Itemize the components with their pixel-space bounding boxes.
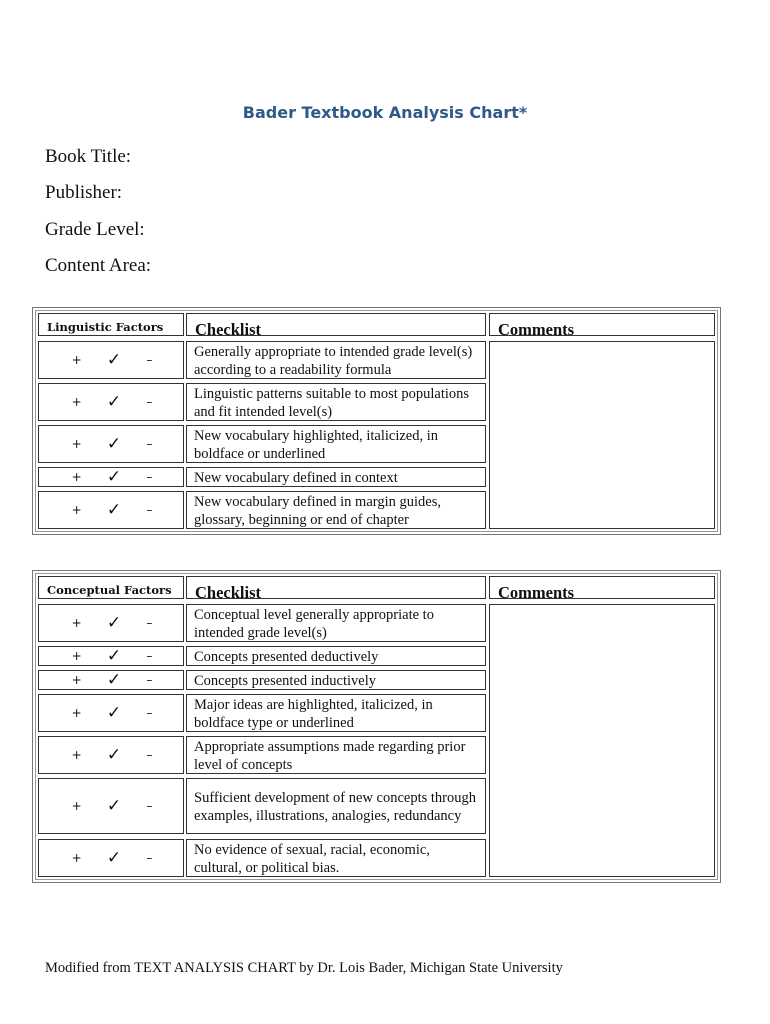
rating-cell [38, 467, 184, 487]
minus-option[interactable]: – [146, 470, 153, 484]
minus-option[interactable]: – [146, 503, 153, 517]
checklist-item: New vocabulary highlighted, italicized, in boldface or underlined [186, 425, 486, 463]
minus-option[interactable]: – [146, 748, 153, 762]
plus-option[interactable]: + [71, 353, 82, 367]
checklist-item: Conceptual level generally appropriate to intended grade level(s) [186, 604, 486, 642]
plus-option[interactable]: + [71, 503, 82, 517]
minus-option[interactable]: – [146, 673, 153, 687]
check-option[interactable]: ✓ [106, 745, 122, 765]
conceptual-factors-table [32, 570, 721, 883]
check-option[interactable]: ✓ [106, 613, 122, 633]
rating-cell [38, 491, 184, 529]
footer-credit: Modified from TEXT ANALYSIS CHART by Dr. Lois Bader, Michigan State University [45, 960, 563, 976]
rating-cell [38, 341, 184, 379]
check-option[interactable]: ✓ [106, 392, 122, 412]
plus-option[interactable]: + [71, 799, 82, 813]
plus-option[interactable]: + [71, 706, 82, 720]
checklist-item: New vocabulary defined in margin guides, glossary, beginning or end of chapter [186, 491, 486, 529]
minus-option[interactable]: – [146, 649, 153, 663]
checklist-item: Linguistic patterns suitable to most populations and fit intended level(s) [186, 383, 486, 421]
rating-cell [38, 839, 184, 877]
plus-option[interactable]: + [71, 395, 82, 409]
rating-cell [38, 670, 184, 690]
linguistic-factors-table [32, 307, 721, 535]
linguistic-comments-heading: Comments [489, 313, 715, 336]
checklist-item: New vocabulary defined in context [186, 467, 486, 487]
linguistic-comments-box[interactable] [489, 341, 715, 529]
rating-cell [38, 604, 184, 642]
checklist-item: Concepts presented inductively [186, 670, 486, 690]
minus-option[interactable]: – [146, 437, 153, 451]
linguistic-factors-heading: Linguistic Factors [38, 313, 184, 336]
plus-option[interactable]: + [71, 673, 82, 687]
check-option[interactable]: ✓ [106, 500, 122, 520]
publisher-label: Publisher: [45, 182, 123, 203]
minus-option[interactable]: – [146, 799, 153, 813]
plus-option[interactable]: + [71, 851, 82, 865]
checklist-item: No evidence of sexual, racial, economic, cultural, or political bias. [186, 839, 486, 877]
check-option[interactable]: ✓ [106, 703, 122, 723]
plus-option[interactable]: + [71, 437, 82, 451]
plus-option[interactable]: + [71, 616, 82, 630]
content-area-label: Content Area: [45, 255, 152, 276]
minus-option[interactable]: – [146, 616, 153, 630]
plus-option[interactable]: + [71, 470, 82, 484]
rating-cell [38, 778, 184, 834]
check-option[interactable]: ✓ [106, 646, 122, 666]
page-title: Bader Textbook Analysis Chart* [242, 103, 528, 122]
rating-cell [38, 694, 184, 732]
checklist-item: Major ideas are highlighted, italicized, in boldface type or underlined [186, 694, 486, 732]
conceptual-factors-heading: Conceptual Factors [38, 576, 184, 599]
conceptual-comments-heading: Comments [489, 576, 715, 599]
plus-option[interactable]: + [71, 748, 82, 762]
minus-option[interactable]: – [146, 706, 153, 720]
rating-cell [38, 383, 184, 421]
rating-cell [38, 736, 184, 774]
check-option[interactable]: ✓ [106, 670, 122, 690]
check-option[interactable]: ✓ [106, 467, 122, 487]
minus-option[interactable]: – [146, 851, 153, 865]
check-option[interactable]: ✓ [106, 848, 122, 868]
checklist-item: Generally appropriate to intended grade level(s) according to a readability formula [186, 341, 486, 379]
rating-cell [38, 425, 184, 463]
plus-option[interactable]: + [71, 649, 82, 663]
linguistic-checklist-heading: Checklist [186, 313, 486, 336]
checklist-item: Concepts presented deductively [186, 646, 486, 666]
minus-option[interactable]: – [146, 395, 153, 409]
minus-option[interactable]: – [146, 353, 153, 367]
check-option[interactable]: ✓ [106, 434, 122, 454]
checklist-item: Sufficient development of new concepts through examples, illustrations, analogies, redundancy [186, 778, 486, 834]
rating-cell [38, 646, 184, 666]
book-title-label: Book Title: [45, 146, 132, 167]
grade-level-label: Grade Level: [45, 219, 145, 240]
checklist-item: Appropriate assumptions made regarding prior level of concepts [186, 736, 486, 774]
conceptual-comments-box[interactable] [489, 604, 715, 877]
check-option[interactable]: ✓ [106, 350, 122, 370]
conceptual-checklist-heading: Checklist [186, 576, 486, 599]
check-option[interactable]: ✓ [106, 796, 122, 816]
